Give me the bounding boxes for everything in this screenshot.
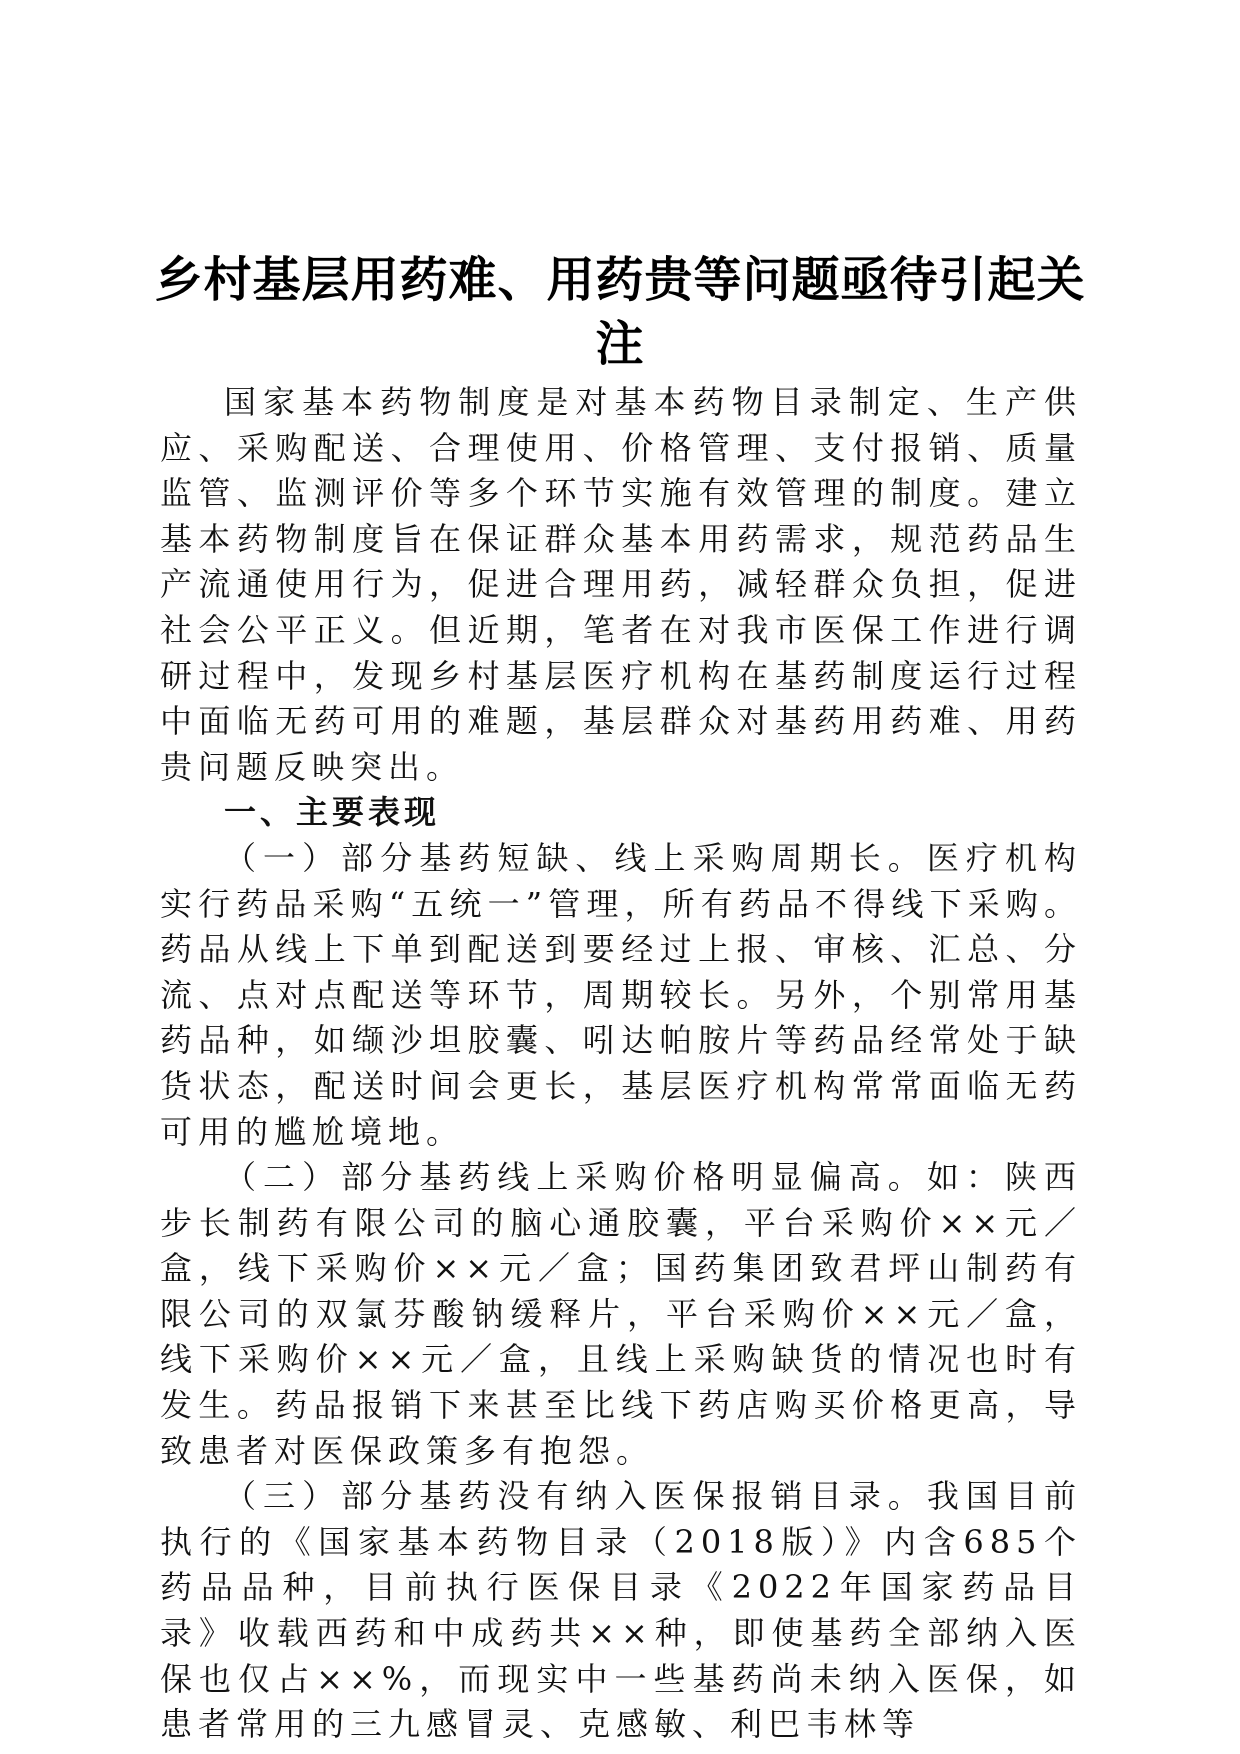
document-title: 乡村基层用药难、用药贵等问题亟待引起关注 [154, 252, 1086, 372]
intro-paragraph: 国家基本药物制度是对基本药物目录制定、生产供应、采购配送、合理使用、价格管理、支付报销、质量监管、监测评价等多个环节实施有效管理的制度。建立基本药物制度旨在保证群众基本用药需求，规范药品生产流通使用行为，促进合理用药，减轻群众负担，促进社会公平正义。但近期，笔者在对我市医保工作进行调研过程中，发现乡村基层医疗机构在基药制度运行过程中面临无药可用的难题，基层群众对基药用药难、用药贵问题反映突出。 [160, 383, 1082, 786]
document-body [160, 380, 1082, 1748]
point-2-paragraph: （二）部分基药线上采购价格明显偏高。如：陕西步长制药有限公司的脑心通胶囊，平台采购价××元／盒，线下采购价××元／盒；国药集团致君坪山制药有限公司的双氯芬酸钠缓释片，平台采购价××元／盒，线下采购价××元／盒，且线上采购缺货的情况也时有发生。药品报销下来甚至比线下药店购买价格更高，导致患者对医保政策多有抱怨。 [160, 1158, 1082, 1470]
point-1-paragraph: （一）部分基药短缺、线上采购周期长。医疗机构实行药品采购“五统一”管理，所有药品不得线下采购。药品从线上下单到配送到要经过上报、审核、汇总、分流、点对点配送等环节，周期较长。另外，个别常用基药品种，如缬沙坦胶囊、吲达帕胺片等药品经常处于缺货状态，配送时间会更长，基层医疗机构常常面临无药可用的尴尬境地。 [160, 838, 1082, 1151]
section-heading-main-manifestations: 一、主要表现 [224, 793, 441, 832]
point-3-paragraph: （三）部分基药没有纳入医保报销目录。我国目前执行的《国家基本药物目录（2018版）》内含685个药品品种，目前执行医保目录《2022年国家药品目录》收载西药和中成药共××种，即使基药全部纳入医保也仅占××%，而现实中一些基药尚未纳入医保，如患者常用的三九感冒灵、克感敏、利巴韦林等 [160, 1477, 1082, 1744]
